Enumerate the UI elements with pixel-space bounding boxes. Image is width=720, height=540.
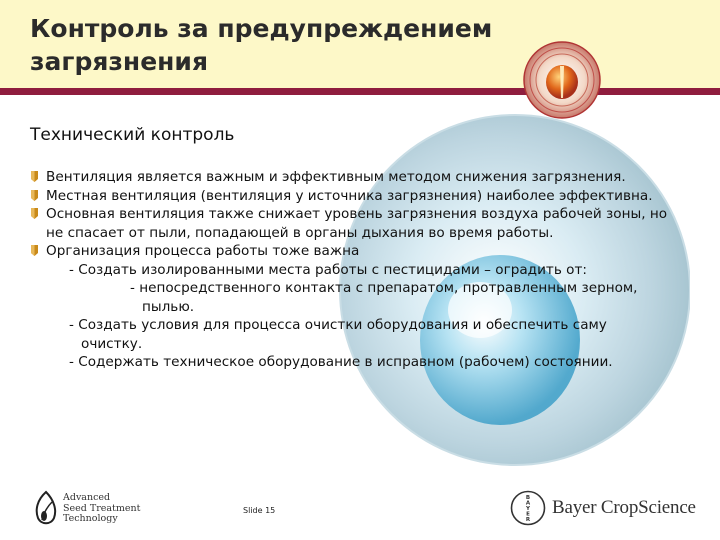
- bayer-letter: B: [525, 495, 531, 501]
- wordmark-line: Technology: [63, 513, 118, 524]
- wordmark-line: Advanced: [63, 492, 111, 503]
- wordmark-line: Seed Treatment: [63, 502, 141, 514]
- seed-treatment-wordmark: [63, 493, 140, 525]
- slide-body: [30, 168, 670, 372]
- bullet-text: Основная вентиляция также снижает уровень загрязнения воздуха рабочей зоны, но не спасает от пыли, попадающей в органы дыхания во время работы.: [46, 206, 668, 241]
- bullet-text: Вентиляция является важным и эффективным методом снижения загрязнения.: [46, 169, 626, 185]
- bullet-item: [30, 242, 670, 261]
- bullet-text: Организация процесса работы тоже важна: [46, 243, 360, 259]
- bayer-letter: A: [525, 500, 531, 507]
- section-subtitle: Технический контроль: [30, 125, 235, 145]
- bayer-letter: E: [526, 511, 530, 518]
- sub-item: - Содержать техническое оборудование в исправном (рабочем) состоянии.: [69, 354, 613, 370]
- sub-item: - Создать изолированными места работы с пестицидами – оградить от:: [69, 261, 587, 278]
- brand-name: Bayer CropScience: [552, 497, 696, 518]
- bullet-item: [30, 187, 670, 206]
- bayer-cross-logo-icon: [510, 490, 546, 526]
- slide-title: Контроль за предупреждением загрязнения: [30, 14, 493, 76]
- bullet-icon: [30, 190, 39, 201]
- bayer-letter-center: Y: [526, 506, 530, 512]
- seed-treatment-logo-icon: [32, 490, 60, 528]
- bullet-item: [30, 168, 670, 187]
- bullet-icon: [30, 208, 39, 219]
- sub-item: - Создать условия для процесса очистки оборудования и обеспечить саму очистку.: [69, 317, 607, 352]
- sub-sub-item: - непосредственного контакта с препаратом, протравленным зерном, пылью.: [130, 280, 638, 315]
- bullet-icon: [30, 171, 39, 182]
- bullet-icon: [30, 245, 39, 256]
- bullet-item: [30, 205, 670, 242]
- bullet-text: Местная вентиляция (вентиляция у источника загрязнения) наиболее эффективна.: [46, 187, 653, 204]
- slide-number: Slide 15: [243, 506, 276, 515]
- bayer-letter: R: [525, 517, 531, 523]
- header-band: [0, 88, 720, 95]
